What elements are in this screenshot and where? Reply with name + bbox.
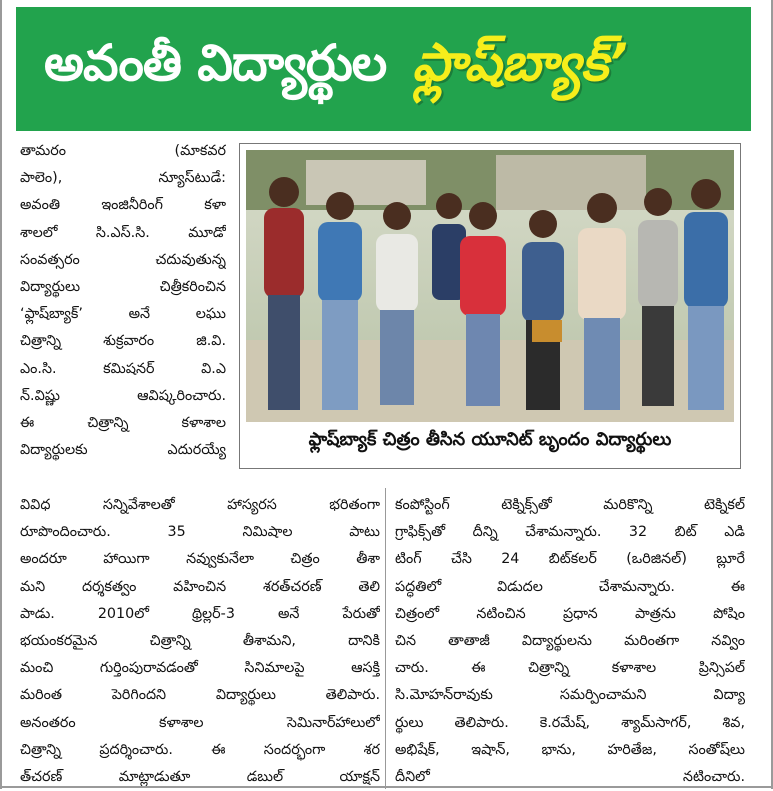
article-line: వివిధ సన్నివేశాలతో హాస్యరస భరితంగా	[20, 497, 380, 513]
article-line: ఎం.సి. కమిషనర్ వి.ఎ	[20, 360, 226, 377]
column-divider	[385, 488, 386, 789]
article-line: చిత్రాన్ని శుక్రవారం జి.వి.	[20, 333, 226, 350]
article-line: సి.మోహన్‌రావుకు సమర్పించామని విద్యా	[395, 687, 745, 704]
article-line: మంచి గుర్తింపురావడంతో సినిమాలపై ఆసక్తి	[20, 660, 380, 677]
article-line: అందరూ హాయిగా నవ్వుకునేలా చిత్రం తీశా	[20, 551, 380, 568]
group-photo	[246, 150, 734, 422]
headline-title: అవంతీ విద్యార్థుల	[44, 33, 387, 92]
article-column-left-top	[20, 138, 226, 464]
article-line: మరింత పెరిగిందని విద్యార్థులు తెలిపారు.	[20, 687, 380, 704]
article-line: విద్యార్థులకు ఎదురయ్యే	[20, 442, 226, 459]
article-line: అవంతి ఇంజినీరింగ్ కళా	[20, 197, 226, 214]
article-line: విద్యార్థులు చిత్రీకరించిన	[20, 278, 226, 295]
article-line: ‘ఫ్లాష్‌బ్యాక్’ అనే లఘు	[20, 306, 226, 323]
article-line: తామరం (మాకవర	[20, 143, 226, 159]
article-line: చారు. ఈ చిత్రాన్ని కళాశాల ప్రిన్సిపల్	[395, 660, 745, 677]
article-line: భయంకరమైన చిత్రాన్ని తీశామని, దానికి	[20, 632, 380, 649]
photo-frame	[239, 143, 741, 469]
article-line: కంపోస్టింగ్ టెక్నిక్స్‌తో మరికొన్ని టెక్నికల్	[395, 497, 745, 513]
group-photo-illustration	[246, 150, 734, 422]
article-line: పాలెం), న్యూస్‌టుడే:	[20, 170, 226, 187]
article-line: చిత్రాన్ని ప్రదర్శించారు. ఈ సందర్భంగా శర	[20, 741, 380, 758]
students-silhouettes	[264, 177, 728, 410]
article-line: చిత్రంలో నటించిన ప్రధాన పాత్రను పోషిం	[395, 605, 745, 622]
article-line: సంవత్సరం చదువుతున్న	[20, 251, 226, 268]
article-line: దీనిలో నటించారు.	[395, 768, 745, 785]
article-line: ర్థులు తెలిపారు. కె.రమేష్, శ్యామ్‌సాగర్, శివ,	[395, 714, 745, 731]
article-line: న్.విష్ణు ఆవిష్కరించారు.	[20, 387, 226, 404]
article-line: అనంతరం కళాశాల సెమినార్‌హాలులో	[20, 714, 380, 731]
article-line: త్‌చరణ్ మాట్లాడుతూ డబుల్ యాక్షన్	[20, 768, 380, 785]
article-column-left-bottom	[20, 492, 380, 791]
photo-caption: ఫ్లాష్‌బ్యాక్ చిత్రం తీసిన యూనిట్ బృందం విద్యార్థులు	[308, 429, 672, 450]
article-line: పాడు. 2010లో థ్రిల్లర్-3 అనే పేరుతో	[20, 605, 380, 622]
article-line: అభిషేక్, ఇషాన్, భాను, హరితేజ, సంతోష్‌లు	[395, 741, 745, 758]
article-line: చిన తాతాజీ విద్యార్థులను మరింతగా నవ్విం	[395, 632, 745, 649]
article-line: గ్రాఫిక్స్‌తో దీన్ని చేశామన్నారు. 32 బిట్ ఎడి	[395, 524, 745, 541]
article-line: మని దర్శకత్వం వహించిన శరత్‌చరణ్ తెలి	[20, 578, 380, 595]
bottom-rule	[2, 786, 773, 788]
article-line: రూపొందించారు. 35 నిమిషాల పాటు	[20, 524, 380, 541]
article-line: పద్ధతిలో విడుదల చేశామన్నారు. ఈ	[395, 578, 745, 595]
article-line: శాలలో సి.ఎస్.సి. మూడో	[20, 224, 226, 241]
article-column-right-bottom	[395, 492, 745, 791]
headline-highlight: ఫ్లాష్‌బ్యాక్’	[412, 32, 628, 93]
article-line: ఈ చిత్రాన్ని కళాశాల	[20, 414, 226, 431]
headline-banner	[16, 7, 751, 131]
article-line: టింగ్ చేసి 24 బిట్‌కలర్ (ఒరిజినల్) బ్లూరే	[395, 551, 745, 568]
